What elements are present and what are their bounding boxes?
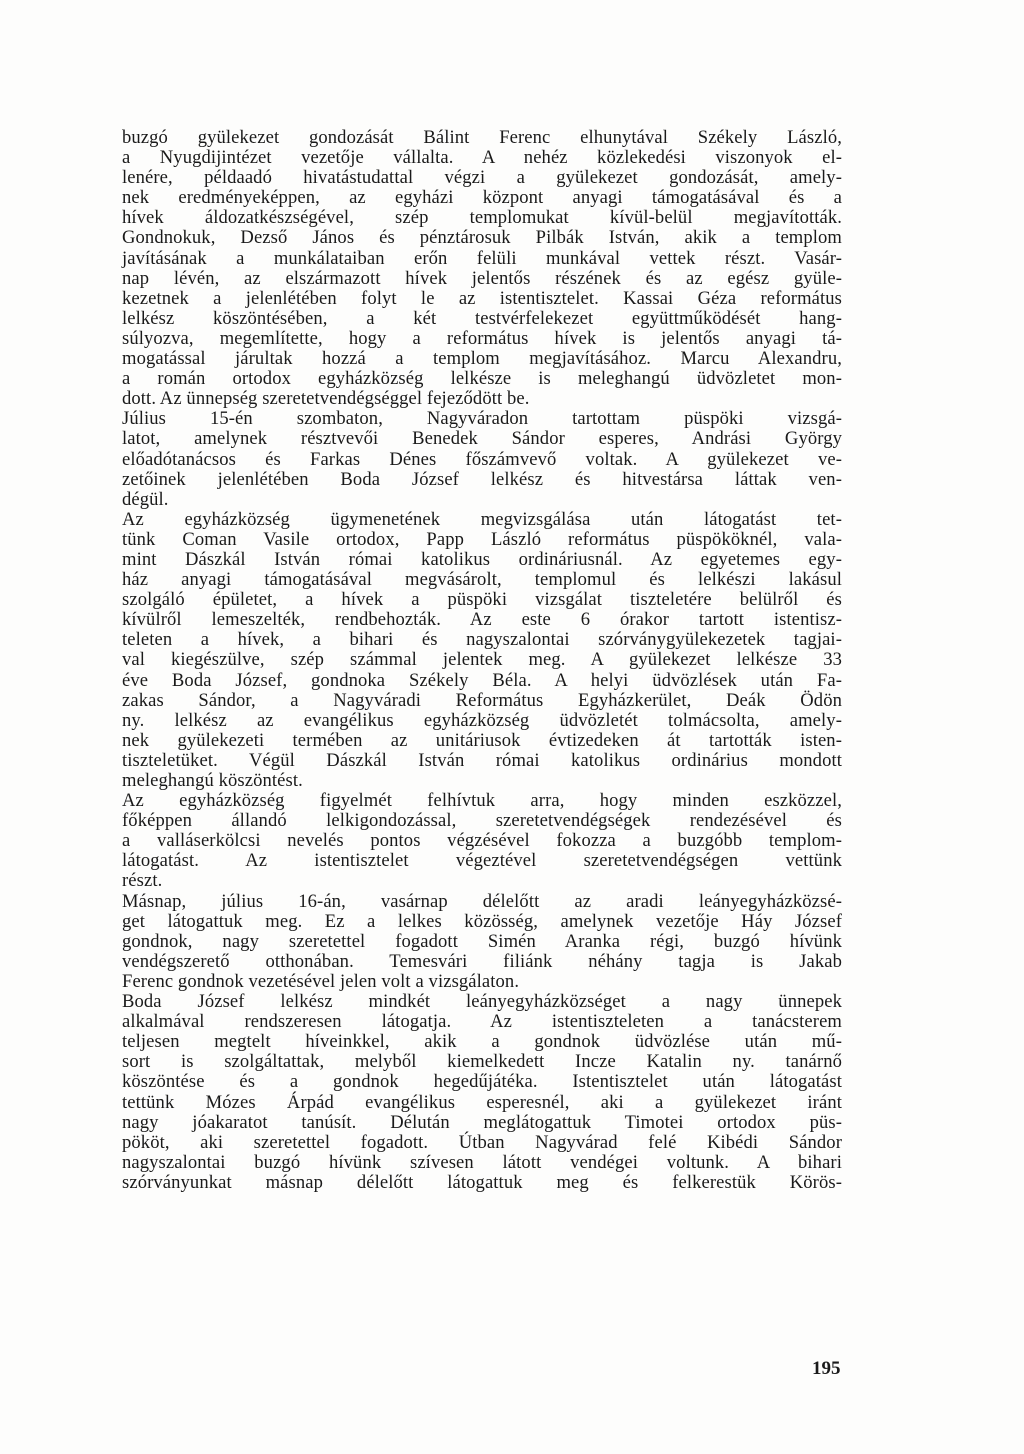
text-line: hívek áldozatkészségével, szép templomukat kívül-belül megjavították. — [122, 207, 842, 229]
text-line: nap lévén, az elszármazott hívek jelentős részének és az egész gyüle- — [122, 267, 842, 289]
text-line: dott. Az ünnepség szeretetvendégséggel fejeződött be. — [122, 388, 530, 410]
text-line: Az egyházközség figyelmét felhívtuk arra, hogy minden eszközzel, — [122, 790, 842, 812]
text-line: főképpen állandó lelkigondozással, szeretetvendégségek rendezésével és — [122, 810, 842, 832]
text-line: ház anyagi támogatásával megvásárolt, templomul és lelkészi lakásul — [122, 569, 842, 591]
text-line: lelkész köszöntésében, a két testvérfelekezet együttműködését hang- — [122, 307, 842, 329]
text-line: vendégszerető otthonában. Temesvári filiánk néhány tagja is Jakab — [122, 950, 842, 972]
text-line: get látogattuk meg. Ez a lelkes közösség, amelynek vezetője Háy József — [122, 910, 842, 932]
text-line: Az egyházközség ügymenetének megvizsgálása után látogatást tet- — [122, 508, 842, 530]
text-line: buzgó gyülekezet gondozását Bálint Ferenc elhunytával Székely László, — [122, 127, 842, 148]
text-line: javításának a munkálataiban erőn felüli munkával vettek részt. Vasár- — [122, 247, 842, 269]
text-line: tettünk Mózes Árpád evangélikus esperesnél, aki a gyülekezet iránt — [122, 1091, 842, 1113]
text-line: sort is szolgáltattak, melyből kiemelkedett Incze Katalin ny. tanárnő — [122, 1051, 842, 1073]
text-line: nagyszalontai buzgó hívünk szívesen látott vendégei voltunk. A bihari — [122, 1151, 842, 1173]
text-line: Gondnokuk, Dezső János és pénztárosuk Pilbák István, akik a templom — [122, 227, 842, 249]
text-line: Másnap, július 16-án, vasárnap délelőtt az aradi leányegyházközsé- — [122, 890, 842, 912]
text-line: alkalmával rendszeresen látogatja. Az istentiszteleten a tanácsterem — [122, 1011, 842, 1033]
text-line: a valláserkölcsi nevelés pontos végzésével fokozza a buzgóbb templom- — [122, 830, 842, 852]
text-line: lenére, példaadó hivatástudattal végzi a gyülekezet gondozását, amely- — [122, 167, 842, 189]
text-line: ny. lelkész az evangélikus egyházközség üdvözletét tolmácsolta, amely- — [122, 709, 842, 731]
text-line: dégül. — [122, 488, 169, 510]
text-line: súlyozva, megemlítette, hogy a református hívek is jelentős anyagi tá- — [122, 327, 842, 349]
text-line: szolgáló épületet, a hívek a püspöki vizsgálat tiszteletére belülről és — [122, 589, 842, 611]
text-line: éve Boda József, gondnoka Székely Béla. A helyi üdvözlések után Fa- — [122, 669, 842, 691]
text-line: szórványunkat másnap délelőtt látogattuk meg és felkerestük Körös- — [122, 1171, 842, 1193]
text-line: teljesen megtelt híveinkkel, akik a gondnok üdvözlése után mű- — [122, 1031, 842, 1053]
text-line: Ferenc gondnok vezetésével jelen volt a vizsgálaton. — [122, 970, 520, 992]
text-line: a román ortodox egyházközség lelkésze is meleghangú üdvözletet mon- — [122, 368, 842, 390]
text-line: látogatást. Az istentisztelet végeztével szeretetvendégségen vettünk — [122, 850, 842, 872]
text-line: részt. — [122, 870, 163, 892]
text-line: mint Dászkál István római katolikus ordináriusnál. Az egyetemes egy- — [122, 548, 842, 570]
text-line: gondnok, nagy szeretettel fogadott Simén Aranka régi, buzgó hívünk — [122, 930, 842, 952]
text-line: teleten a hívek, a bihari és nagyszalontai szórványgyülekezetek tagjai- — [122, 629, 842, 651]
text-line: pököt, aki szeretettel fogadott. Útban Nagyvárad felé Kibédi Sándor — [122, 1131, 842, 1153]
text-line: nek eredményeképpen, az egyházi központ anyagi támogatásával és a — [122, 187, 842, 209]
text-line: val kiegészülve, szép számmal jelentek meg. A gyülekezet lelkésze 33 — [122, 649, 842, 671]
text-line: előadótanácsos és Farkas Dénes főszámvevő voltak. A gyülekezet ve- — [122, 448, 842, 470]
text-line: latot, amelynek résztvevői Benedek Sándor esperes, Andrási György — [122, 428, 842, 450]
text-line: Július 15-én szombaton, Nagyváradon tartottam püspöki vizsgá- — [122, 408, 842, 430]
text-line: nagy jóakaratot tanúsít. Délután meglátogattuk Timotei ortodox püs- — [122, 1111, 842, 1133]
text-line: zakas Sándor, a Nagyváradi Református Egyházkerület, Deák Ödön — [122, 689, 842, 711]
text-line: a Nyugdijintézet vezetője vállalta. A nehéz közlekedési viszonyok el- — [122, 147, 842, 169]
text-line: kezetnek a jelenlétében folyt le az istentisztelet. Kassai Géza református — [122, 287, 842, 309]
text-line: kívülről lemeszelték, rendbehozták. Az este 6 órakor tartott istentisz- — [122, 609, 842, 631]
text-line: meleghangú köszöntést. — [122, 770, 303, 791]
page-number: 195 — [812, 1358, 841, 1379]
text-line: tünk Coman Vasile ortodox, Papp László református püspököknél, vala- — [122, 528, 842, 550]
text-line: mogatással járultak hozzá a templom megjavításához. Marcu Alexandru, — [122, 348, 842, 370]
text-line: tiszteletüket. Végül Dászkál István római katolikus ordinárius mondott — [122, 749, 842, 771]
body-text — [122, 128, 842, 1193]
text-line: zetőinek jelenlétében Boda József lelkész és hitvestársa láttak ven- — [122, 468, 842, 490]
text-line: Boda József lelkész mindkét leányegyházközséget a nagy ünnepek — [122, 991, 842, 1013]
text-line: köszöntése és a gondnok hegedűjátéka. Istentisztelet után látogatást — [122, 1071, 842, 1093]
text-line: nek gyülekezeti termében az unitáriusok évtizedeken át tartották isten- — [122, 729, 842, 751]
